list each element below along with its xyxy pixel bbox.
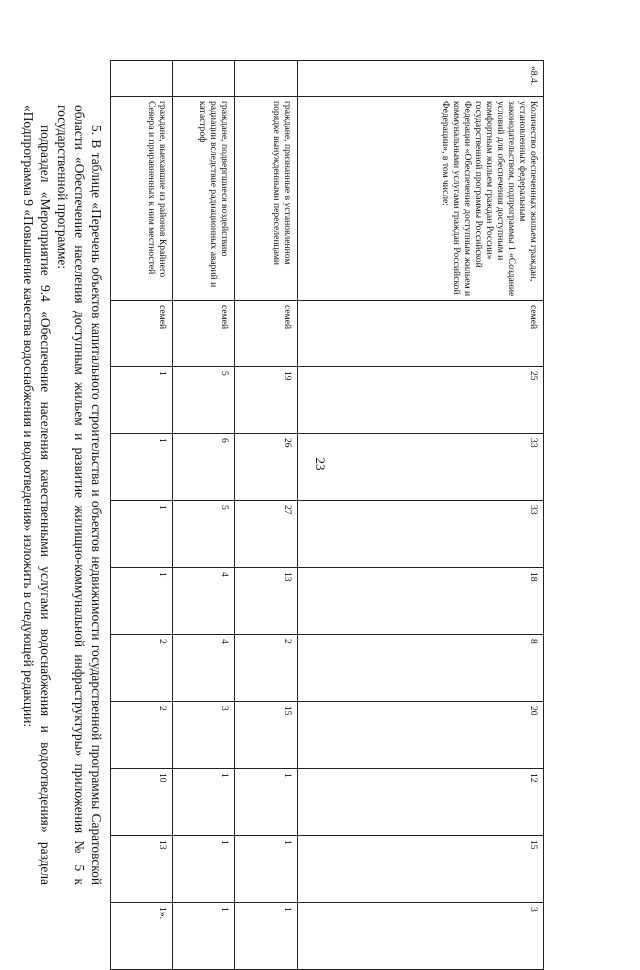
value-cell: 8 [297, 635, 543, 702]
value-cell: 2 [111, 635, 173, 702]
body-text [20, 105, 105, 885]
value-cell: 27 [234, 501, 297, 568]
value-cell: 10 [111, 769, 173, 836]
value-cell: 4 [172, 635, 234, 702]
value-cell: 1 [234, 769, 297, 836]
value-cell: 1 [172, 769, 234, 836]
row-number [234, 61, 297, 97]
value-cell: 15 [297, 836, 543, 903]
value-cell: 33 [297, 434, 543, 501]
value-cell: 1 [111, 568, 173, 635]
row-number: «8.4. [297, 61, 543, 97]
row-number [111, 61, 173, 97]
paragraph-5: 5. В таблице «Перечень объектов капитального строительства и объектов недвижимости государственной программы Саратовской области «Обеспечение населения доступным жильем и развитие жилищно-коммунальной инфраструктуры» приложения № 5 к государственной программе: [55, 105, 104, 885]
value-cell: 13 [234, 568, 297, 635]
value-cell: 26 [234, 434, 297, 501]
table-row [297, 61, 543, 970]
indicator-name: граждане, подвергшиеся воздействию радиации вследствие радиационных аварий и катастроф [172, 97, 234, 301]
table-row [172, 61, 234, 970]
row-number [172, 61, 234, 97]
value-cell: 1 [172, 903, 234, 970]
value-cell: 3 [297, 903, 543, 970]
value-cell: 3 [172, 702, 234, 769]
value-cell: 1». [111, 903, 173, 970]
table-body [111, 61, 544, 970]
value-cell: 33 [297, 501, 543, 568]
value-cell: 25 [297, 367, 543, 434]
unit-cell: семей [297, 301, 543, 367]
value-cell: 12 [297, 769, 543, 836]
value-cell: 1 [172, 836, 234, 903]
value-cell: 6 [172, 434, 234, 501]
value-cell: 1 [111, 501, 173, 568]
unit-cell: семей [172, 301, 234, 367]
indicators-table [110, 60, 544, 970]
value-cell: 1 [234, 903, 297, 970]
unit-cell: семей [111, 301, 173, 367]
indicator-name: граждане, выехавшие из районов Крайнего Севера и приравненных к ним местностей [111, 97, 173, 301]
value-cell: 4 [172, 568, 234, 635]
paragraph-subsection: подраздел «Мероприятие 9.4 «Обеспечение населения качественными услугами водоснабжения и водоотведения» раздела «Подпрограмма 9 «Повышение качества водоснабжения и водоотведения» изложить в следующей редакции: [21, 105, 53, 885]
value-cell: 19 [234, 367, 297, 434]
table-row [234, 61, 297, 970]
value-cell: 5 [172, 367, 234, 434]
page-number: 23 [313, 457, 328, 471]
value-cell: 13 [111, 836, 173, 903]
value-cell: 15 [234, 702, 297, 769]
value-cell: 2 [234, 635, 297, 702]
value-cell: 2 [111, 702, 173, 769]
value-cell: 20 [297, 702, 543, 769]
unit-cell: семей [234, 301, 297, 367]
value-cell: 5 [172, 501, 234, 568]
table-row [111, 61, 173, 970]
value-cell: 1 [111, 367, 173, 434]
value-cell: 18 [297, 568, 543, 635]
value-cell: 1 [234, 836, 297, 903]
value-cell: 1 [111, 434, 173, 501]
indicator-name: граждане, признанные в установленном порядке вынужденными переселенцами [234, 97, 297, 301]
indicator-name: Количество обеспеченных жильем граждан, установленных федеральным законодательством, подпрограммы 1 «Создание условий для обеспечения доступным и комфортным жильем граждан России» государственной программы Российской Федерации «Обеспечение доступным жильем и коммунальными услугами граждан Российской Федерации», в том числе: [297, 97, 543, 301]
